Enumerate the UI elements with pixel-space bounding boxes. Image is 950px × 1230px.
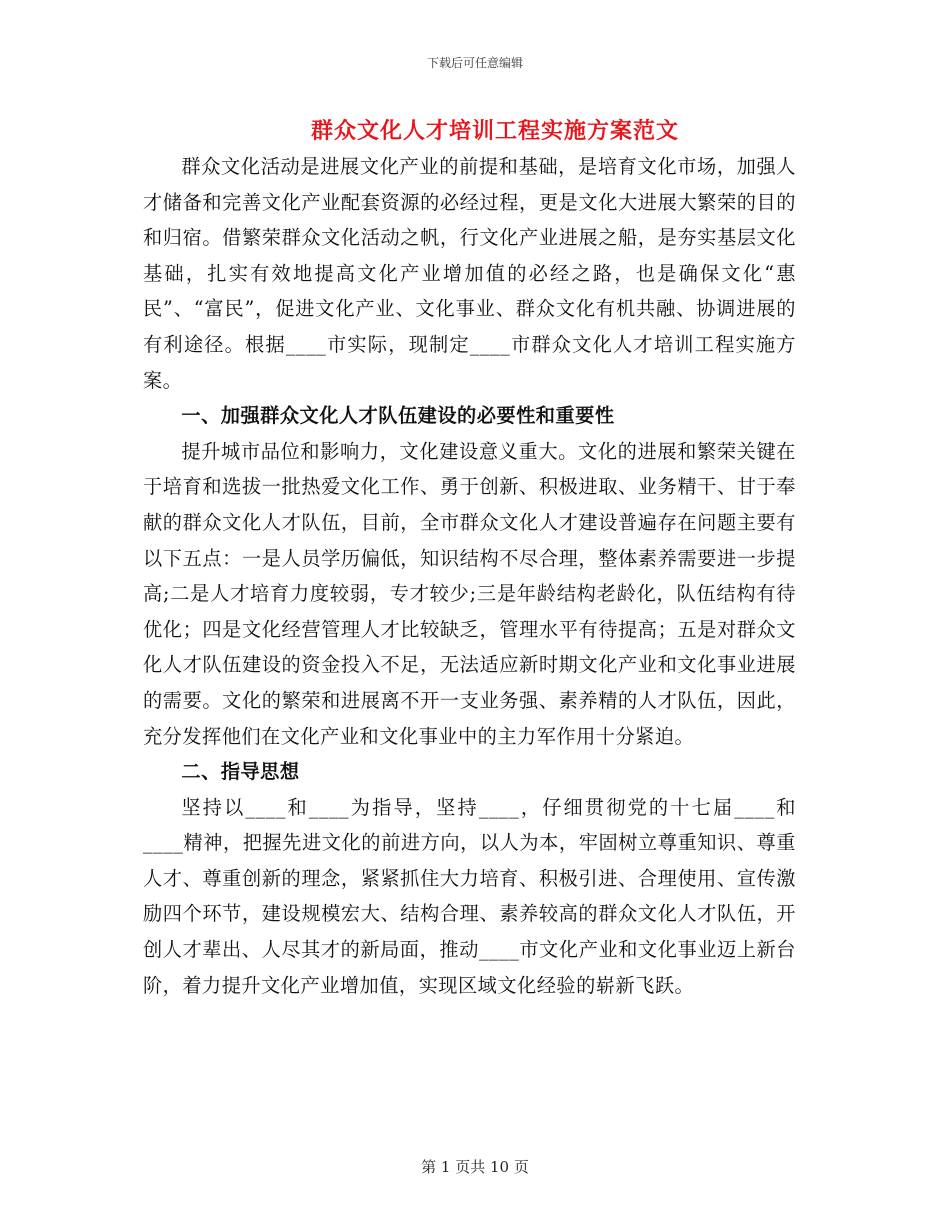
intro-paragraph: 群众文化活动是进展文化产业的前提和基础，是培育文化市场，加强人才储备和完善文化产业配套资源的必经过程，更是文化大进展大繁荣的目的和归宿。借繁荣群众文化活动之帆，行文化产业进展之船，是夯实基层文化基础，扎实有效地提高文化产业增加值的必经之路，也是确保文化“惠民”、“富民”，促进文化产业、文化事业、群众文化有机共融、协调进展的有利途径。根据____市实际，现制定____市群众文化人才培训工程实施方案。 xyxy=(143,155,796,392)
header-note: 下载后可任意编辑 xyxy=(426,56,523,70)
page-number: 第 1 页共 10 页 xyxy=(421,1158,529,1176)
section-1-paragraph: 提升城市品位和影响力，文化建设意义重大。文化的进展和繁荣关键在于培育和选拔一批热爱文化工作、勇于创新、积极进取、业务精干、甘于奉献的群众文化人才队伍，目前，全市群众文化人才建设普遍存在问题主要有以下五点：一是人员学历偏低，知识结构不尽合理，整体素养需要进一步提高;二是人才培育力度较弱，专才较少;三是年龄结构老龄化，队伍结构有待优化；四是文化经营管理人才比较缺乏，管理水平有待提高；五是对群众文化人才队伍建设的资金投入不足，无法适应新时期文化产业和文化事业进展的需要。文化的繁荣和进展离不开一支业务强、素养精的人才队伍，因此，充分发挥他们在文化产业和文化事业中的主力军作用十分紧迫。 xyxy=(143,439,796,748)
section-1-heading: 一、加强群众文化人才队伍建设的必要性和重要性 xyxy=(181,404,615,428)
section-2-paragraph: 坚持以____和____为指导，坚持____，仔细贯彻党的十七届____和____精神，把握先进文化的前进方向，以人为本，牢固树立尊重知识、尊重人才、尊重创新的理念，紧紧抓住大力培育、积极引进、合理使用、宣传激励四个环节，建设规模宏大、结构合理、素养较高的群众文化人才队伍，开创人才辈出、人尽其才的新局面，推动____市文化产业和文化事业迈上新台阶，着力提升文化产业增加值，实现区域文化经验的崭新飞跃。 xyxy=(143,795,796,997)
document-title: 群众文化人才培训工程实施方案范文 xyxy=(310,118,679,144)
document-body xyxy=(143,149,796,1003)
section-2-heading: 二、指导思想 xyxy=(181,760,300,784)
